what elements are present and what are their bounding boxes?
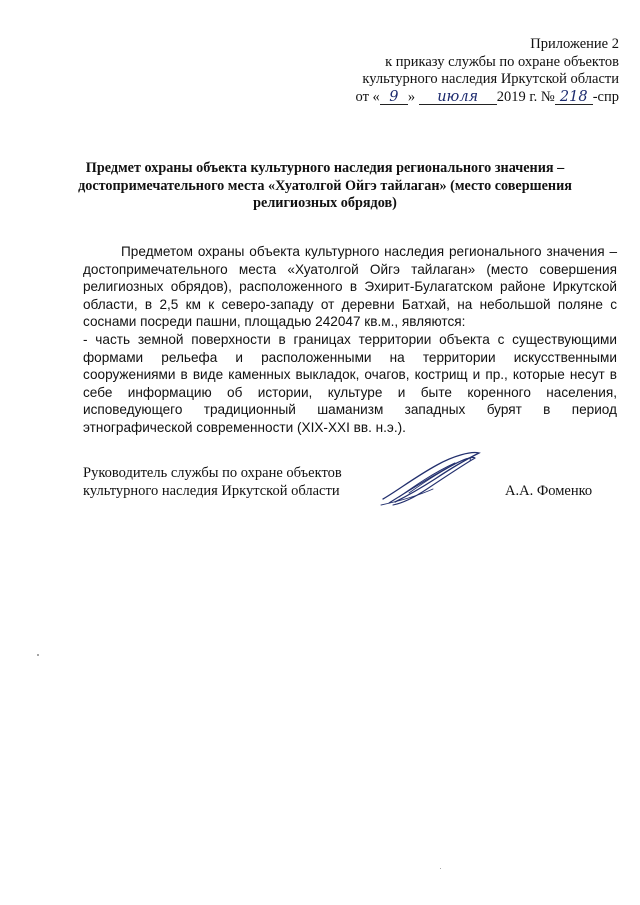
appendix-label: Приложение 2 — [530, 36, 619, 52]
handwritten-month: июля — [419, 90, 497, 105]
handwritten-day: 9 — [380, 90, 408, 105]
signatory-position-line-1: Руководитель службы по охране объектов — [83, 465, 342, 481]
date-year-text: 2019 г. № — [496, 88, 555, 105]
organization-name: культурного наследия Иркутской области — [362, 71, 619, 87]
body-paragraph-1: Предметом охраны объекта культурного наследия регионального значения – достопримечательного места «Хуатолгой Ойгэ тайлаган» (место совершения религиозных обрядов), расположенного в Эхирит-Булагатском районе Иркутской области, в 2,5 км к северо-западу от деревни Батхай, на небольшой поляне с соснами посреди пашни, площадью 242047 кв.м., являются: — [83, 244, 617, 330]
appendix-header — [279, 36, 619, 106]
body-paragraph-2: - часть земной поверхности в границах территории объекта с существующими формами рельефа и расположенными на территории искусственными сооружениями в виде каменных выкладок, очагов, кострищ и пр., которые несут в себе информацию об истории, культуре и быте коренного населения, исповедующего традиционный шаманизм западных бурят в период этнографической современности (XIX-XXI вв. н.э.). — [83, 331, 617, 435]
date-mid: » — [407, 88, 416, 105]
signatory-name: А.А. Фоменко — [505, 483, 593, 499]
handwritten-order-number: 218 — [555, 90, 593, 105]
document-body — [83, 243, 617, 437]
scan-speck — [37, 654, 39, 656]
signatory-position — [83, 465, 342, 500]
document-title: Предмет охраны объекта культурного наследия регионального значения – достопримечательного места «Хуатолгой Ойгэ тайлаган» (место совершения религиозных обрядов) — [78, 160, 572, 211]
scan-speck — [440, 868, 441, 869]
signatory-position-line-2: культурного наследия Иркутской области — [83, 482, 340, 499]
order-suffix: -спр — [592, 88, 619, 105]
order-reference: к приказу службы по охране объектов — [385, 53, 619, 70]
order-date-line — [279, 89, 619, 107]
handwritten-signature — [375, 447, 485, 512]
date-prefix: от « — [355, 88, 380, 105]
